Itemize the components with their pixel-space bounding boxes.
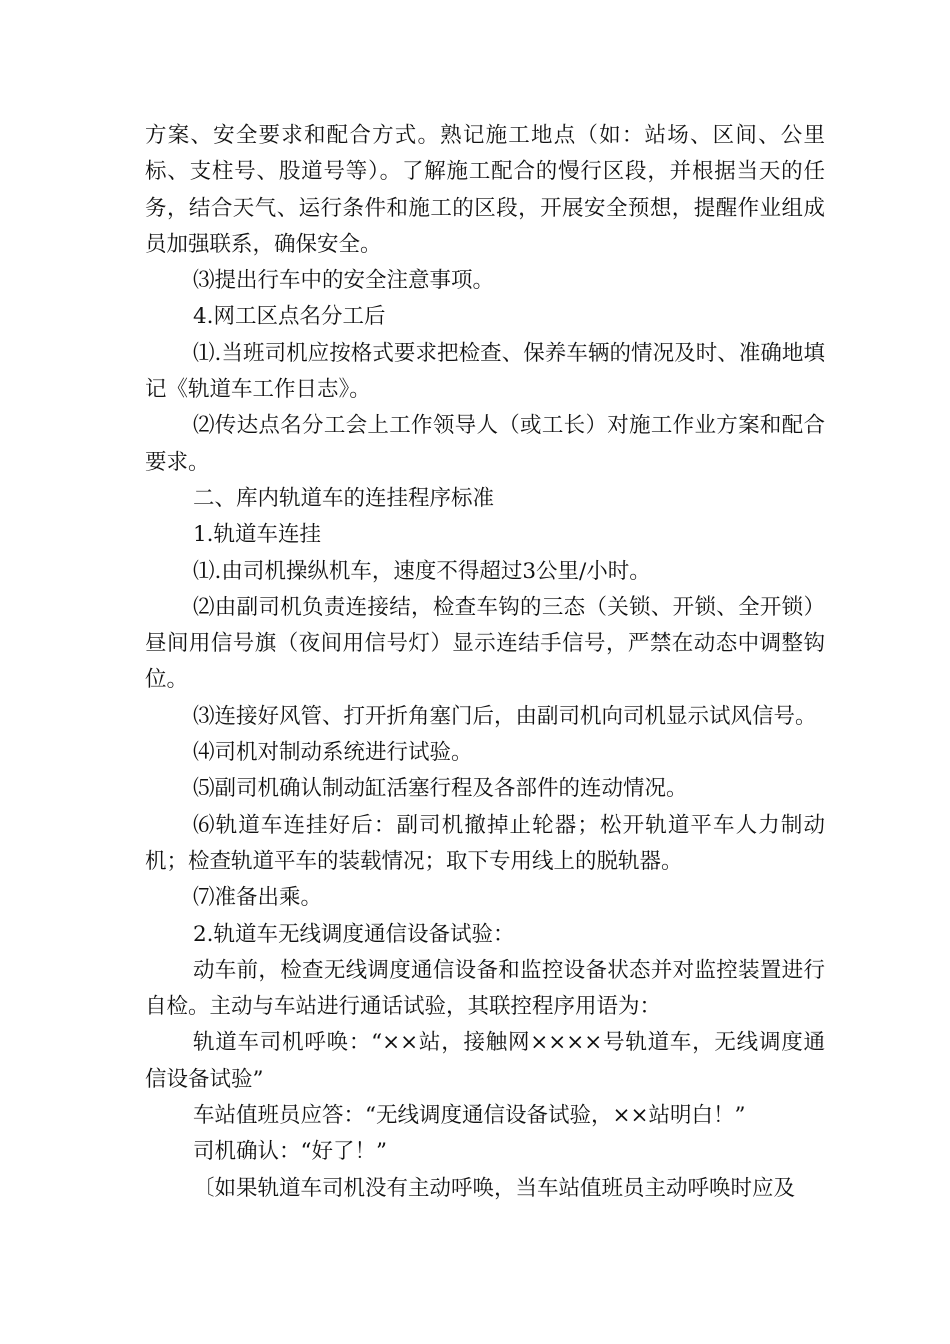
paragraph-13: ⑹轨道车连挂好后：副司机撤掉止轮器；松开轨道平车人力制动机；检查轨道平车的装载情况；取下专用线上的脱轨器。 <box>145 812 825 874</box>
section-heading-4: 4.网工区点名分工后 <box>193 304 386 330</box>
paragraph-1: 方案、安全要求和配合方式。熟记施工地点（如：站场、区间、公里标、支柱号、股道号等）。了解施工配合的慢行区段，并根据当天的任务，结合天气、运行条件和施工的区段，开展安全预想，提醒作业组成员加强联系，确保安全。 <box>145 123 825 257</box>
paragraph-8: ⑴.由司机操纵机车，速度不得超过3公里/小时。 <box>193 558 651 584</box>
paragraph-9: ⑵由副司机负责连接结，检查车钩的三态（关锁、开锁、全开锁）昼间用信号旗（夜间用信号灯）显示连结手信号，严禁在动态中调整钩位。 <box>145 594 825 693</box>
paragraph-20: 〔如果轨道车司机没有主动呼唤，当车站值班员主动呼唤时应及 <box>193 1175 796 1201</box>
document-body <box>145 118 825 1207</box>
dialog-line-station-reply: 车站值班员应答：“无线调度通信设备试验，××站明白！” <box>193 1103 746 1129</box>
section-heading-1: 1.轨道车连挂 <box>193 522 322 548</box>
paragraph-10: ⑶连接好风管、打开折角塞门后，由副司机向司机显示试风信号。 <box>193 703 817 729</box>
section-heading-2: 2.轨道车无线调度通信设备试验： <box>193 921 515 947</box>
paragraph-12: ⑸副司机确认制动缸活塞行程及各部件的连动情况。 <box>193 776 688 802</box>
dialog-line-driver-call: 轨道车司机呼唤：“××站，接触网××××号轨道车，无线调度通信设备试验” <box>145 1030 825 1092</box>
paragraph-16: 动车前，检查无线调度通信设备和监控设备状态并对监控装置进行自检。主动与车站进行通话试验，其联控程序用语为： <box>145 957 825 1020</box>
chapter-heading-2: 二、库内轨道车的连挂程序标准 <box>193 485 495 511</box>
paragraph-14: ⑺准备出乘。 <box>193 885 323 911</box>
dialog-line-driver-confirm: 司机确认：“好了！” <box>193 1139 387 1165</box>
paragraph-2: ⑶提出行车中的安全注意事项。 <box>193 268 495 294</box>
paragraph-11: ⑷司机对制动系统进行试验。 <box>193 740 473 766</box>
paragraph-4: ⑴.当班司机应按格式要求把检查、保养车辆的情况及时、准确地填记《轨道车工作日志》。 <box>145 340 825 403</box>
paragraph-5: ⑵传达点名分工会上工作领导人（或工长）对施工作业方案和配合要求。 <box>145 413 825 475</box>
